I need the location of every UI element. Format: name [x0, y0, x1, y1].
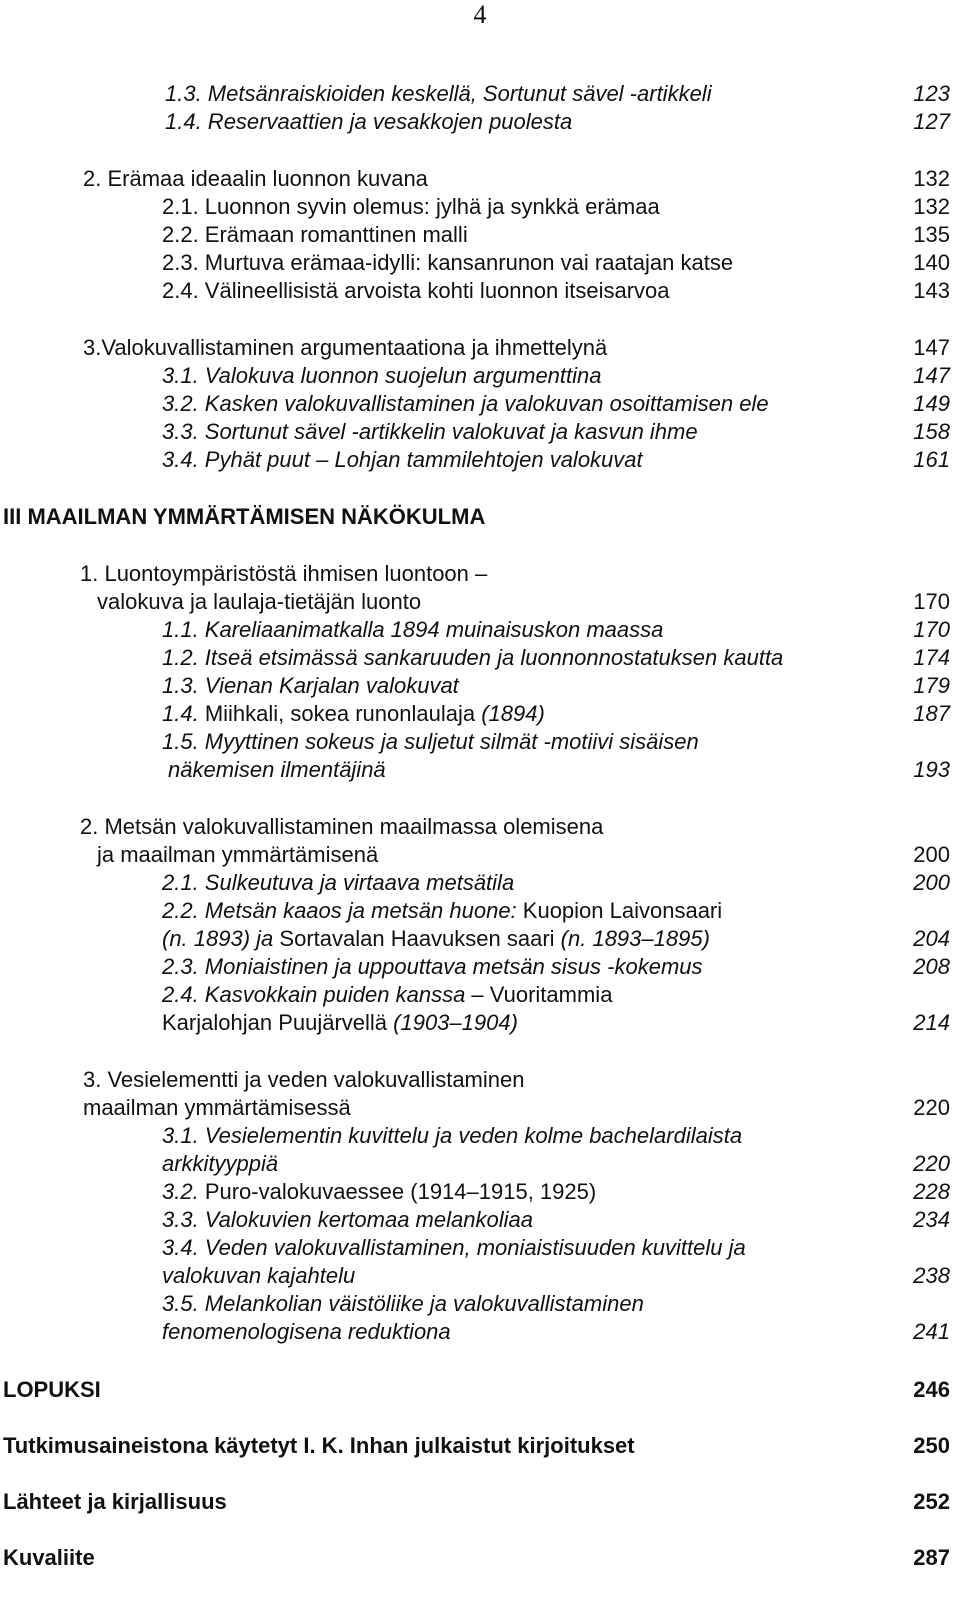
- toc-entry-title: 1.3. Vienan Karjalan valokuvat: [162, 673, 459, 698]
- toc-entry-title: 3.2. Kasken valokuvallistaminen ja valokuvan osoittamisen ele: [162, 391, 769, 416]
- toc-entry-title: 3.4. Veden valokuvallistaminen, moniaistisuuden kuvittelu ja: [162, 1235, 746, 1260]
- toc-entry-page: 147: [913, 363, 950, 388]
- toc-entry-page: 252: [913, 1489, 950, 1514]
- toc-part-title: III MAAILMAN YMMÄRTÄMISEN NÄKÖKULMA: [3, 504, 486, 529]
- toc-entry-title: 1.2. Itseä etsimässä sankaruuden ja luonnonnostatuksen kautta: [162, 645, 784, 670]
- toc-entry-title: ja maailman ymmärtämisenä: [97, 842, 379, 867]
- toc-entry-iii-3-4-cont: [0, 1262, 950, 1290]
- toc-entry-title: [162, 897, 722, 925]
- toc-entry-page: 187: [913, 701, 950, 726]
- toc-chapter-iii-2-cont: [0, 841, 950, 869]
- toc-entry-title: maailman ymmärtämisessä: [83, 1095, 351, 1120]
- toc-entry-page: 123: [913, 81, 950, 106]
- toc-entry-page: 228: [913, 1179, 950, 1204]
- toc-entry-title: [162, 700, 545, 728]
- toc-entry-iii-1-4: [0, 700, 950, 728]
- toc-entry-title-roman: Miihkali, sokea runonlaulaja: [204, 701, 482, 726]
- toc-entry-page: 204: [913, 926, 950, 951]
- toc-entry-title: [162, 1009, 518, 1037]
- toc-entry-page: 132: [913, 194, 950, 219]
- toc-entry-title: valokuva ja laulaja-tietäjän luonto: [97, 589, 422, 614]
- toc-entry-title: [162, 1178, 596, 1206]
- toc-entry-1-3: [0, 80, 950, 108]
- toc-entry-title: 3.3. Sortunut sävel -artikkelin valokuvat ja kasvun ihme: [162, 419, 698, 444]
- toc-entry-page: 161: [913, 447, 950, 472]
- toc-entry-title: 1.5. Myyttinen sokeus ja suljetut silmät -motiivi sisäisen: [162, 729, 699, 754]
- toc-entry-3-1: [0, 362, 950, 390]
- toc-entry-page: 170: [913, 617, 950, 642]
- toc-entry-title: näkemisen ilmentäjinä: [168, 757, 386, 782]
- toc-entry-title: 2.1. Sulkeutuva ja virtaava metsätila: [162, 870, 515, 895]
- toc-entry-title: Lähteet ja kirjallisuus: [3, 1489, 227, 1514]
- toc-chapter-3: [0, 334, 950, 362]
- toc-entry-page: 170: [913, 589, 950, 614]
- toc-entry-title: 3.3. Valokuvien kertomaa melankoliaa: [162, 1207, 533, 1232]
- toc-entry-1-4: [0, 108, 950, 136]
- toc-chapter-iii-3-cont: [0, 1094, 950, 1122]
- toc-entry-title-italic: 2.2. Metsän kaaos ja metsän huone:: [162, 898, 523, 923]
- toc-entry-title-year: (1894): [481, 701, 545, 726]
- toc-lopuksi: [0, 1376, 950, 1404]
- toc-entry-title: 3.Valokuvallistaminen argumentaationa ja ihmettelynä: [83, 335, 608, 360]
- toc-entry-title: fenomenologisena reduktiona: [162, 1319, 451, 1344]
- toc-entry-page: 208: [913, 954, 950, 979]
- toc-entry-title-italic: 2.4. Kasvokkain puiden kanssa –: [162, 982, 490, 1007]
- toc-entry-iii-3-5: [0, 1290, 950, 1318]
- toc-entry-title-roman: Vuoritammia: [489, 982, 613, 1007]
- toc-kuvaliite: [0, 1544, 950, 1572]
- toc-entry-title: LOPUKSI: [3, 1377, 101, 1402]
- toc-entry-2-1: [0, 193, 950, 221]
- toc-entry-title: 1.3. Metsänraiskioiden keskellä, Sortunut sävel -artikkeli: [165, 81, 712, 106]
- toc-entry-page: 234: [913, 1207, 950, 1232]
- toc-entry-title-roman: Karjalohjan Puujärvellä: [162, 1010, 394, 1035]
- toc-entry-page: 200: [913, 870, 950, 895]
- toc-entry-iii-1-2: [0, 644, 950, 672]
- toc-entry-iii-3-1: [0, 1122, 950, 1150]
- toc-entry-3-2: [0, 390, 950, 418]
- toc-entry-page: 287: [913, 1545, 950, 1570]
- toc-chapter-iii-3: [0, 1066, 950, 1094]
- toc-entry-page: 174: [913, 645, 950, 670]
- toc-entry-page: 149: [913, 391, 950, 416]
- toc-entry-title: arkkityyppiä: [162, 1151, 279, 1176]
- toc-entry-page: 241: [913, 1319, 950, 1344]
- toc-entry-iii-3-5-cont: [0, 1318, 950, 1346]
- toc-entry-title: 2. Metsän valokuvallistaminen maailmassa olemisena: [80, 814, 604, 839]
- toc-entry-title-year: (n. 1893–1895): [554, 926, 710, 951]
- toc-entry-iii-3-4: [0, 1234, 950, 1262]
- toc-entry-page: 238: [913, 1263, 950, 1288]
- toc-entry-title: 3.4. Pyhät puut – Lohjan tammilehtojen valokuvat: [162, 447, 643, 472]
- toc-entry-page: 220: [913, 1151, 950, 1176]
- toc-entry-2-4: [0, 277, 950, 305]
- toc-entry-iii-2-3: [0, 953, 950, 981]
- toc-tutkimusaineisto: [0, 1432, 950, 1460]
- toc-entry-title-roman: Kuopion Laivonsaari: [522, 898, 723, 923]
- toc-entry-iii-1-5: [0, 728, 950, 756]
- toc-entry-title: 3.1. Valokuva luonnon suojelun argumenttina: [162, 363, 602, 388]
- toc-entry-title: 2.1. Luonnon syvin olemus: jylhä ja synkkä erämaa: [162, 194, 660, 219]
- toc-lahteet: [0, 1488, 950, 1516]
- toc-entry-3-4: [0, 446, 950, 474]
- toc-entry-title: 3.1. Vesielementin kuvittelu ja veden kolme bachelardilaista: [162, 1123, 743, 1148]
- toc-entry-title: 2.4. Välineellisistä arvoista kohti luonnon itseisarvoa: [162, 278, 670, 303]
- toc-entry-iii-1-3: [0, 672, 950, 700]
- toc-entry-title: [162, 925, 710, 953]
- toc-entry-iii-2-2-cont: [0, 925, 950, 953]
- toc-entry-title: 1.4. Reservaattien ja vesakkojen puolesta: [165, 109, 573, 134]
- toc-chapter-iii-1: [0, 560, 950, 588]
- toc-entry-title: 3. Vesielementti ja veden valokuvallistaminen: [83, 1067, 525, 1092]
- toc-entry-title: 3.5. Melankolian väistöliike ja valokuvallistaminen: [162, 1291, 644, 1316]
- toc-entry-iii-3-2: [0, 1178, 950, 1206]
- toc-entry-title: 2.2. Erämaan romanttinen malli: [162, 222, 468, 247]
- toc-entry-page: 193: [913, 757, 950, 782]
- toc-chapter-2: [0, 165, 950, 193]
- toc-entry-title: 2.3. Murtuva erämaa-idylli: kansanrunon vai raatajan katse: [162, 250, 734, 275]
- toc-chapter-iii-1-cont: [0, 588, 950, 616]
- toc-entry-title: Tutkimusaineistona käytetyt I. K. Inhan julkaistut kirjoitukset: [3, 1433, 635, 1458]
- toc-entry-page: 147: [913, 335, 950, 360]
- toc-entry-page: 250: [913, 1433, 950, 1458]
- toc-entry-iii-3-1-cont: [0, 1150, 950, 1178]
- toc-chapter-iii-2: [0, 813, 950, 841]
- toc-entry-title-italic: (n. 1893) ja: [162, 926, 280, 951]
- toc-entry-page: 214: [913, 1010, 950, 1035]
- toc-entry-iii-2-4-cont: [0, 1009, 950, 1037]
- toc-entry-title: Kuvaliite: [3, 1545, 95, 1570]
- toc-entry-2-2: [0, 221, 950, 249]
- toc-entry-page: 140: [913, 250, 950, 275]
- toc-entry-number: 3.2.: [162, 1179, 205, 1204]
- toc-entry-title: 1. Luontoympäristöstä ihmisen luontoon –: [80, 561, 488, 586]
- toc-entry-iii-3-3: [0, 1206, 950, 1234]
- toc-entry-title: 1.1. Kareliaanimatkalla 1894 muinaisuskon maassa: [162, 617, 664, 642]
- toc-entry-title: [162, 981, 612, 1009]
- toc-entry-title: valokuvan kajahtelu: [162, 1263, 356, 1288]
- toc-entry-page: 158: [913, 419, 950, 444]
- toc-part-iii: [0, 503, 950, 531]
- toc-entry-page: 200: [913, 842, 950, 867]
- toc-entry-title-roman: Sortavalan Haavuksen saari: [279, 926, 555, 951]
- toc-entry-2-3: [0, 249, 950, 277]
- toc-entry-iii-1-1: [0, 616, 950, 644]
- toc-entry-3-3: [0, 418, 950, 446]
- toc-entry-iii-1-5-cont: [0, 756, 950, 784]
- toc-entry-page: 143: [913, 278, 950, 303]
- toc-entry-title: 2.3. Moniaistinen ja uppouttava metsän sisus -kokemus: [162, 954, 703, 979]
- toc-entry-title: 2. Erämaa ideaalin luonnon kuvana: [83, 166, 428, 191]
- toc-entry-page: 220: [913, 1095, 950, 1120]
- toc-entry-title-roman: Puro-valokuvaessee (1914–1915, 1925): [204, 1179, 597, 1204]
- toc-entry-page: 135: [913, 222, 950, 247]
- toc-entry-title-year: (1903–1904): [393, 1010, 518, 1035]
- toc-entry-page: 246: [913, 1377, 950, 1402]
- toc-entry-page: 179: [913, 673, 950, 698]
- toc-entry-iii-2-1: [0, 869, 950, 897]
- toc-entry-iii-2-4: [0, 981, 950, 1009]
- toc-entry-page: 127: [913, 109, 950, 134]
- page-number: 4: [473, 0, 487, 29]
- toc-entry-iii-2-2: [0, 897, 950, 925]
- toc-entry-page: 132: [913, 166, 950, 191]
- toc-entry-number: 1.4.: [162, 701, 205, 726]
